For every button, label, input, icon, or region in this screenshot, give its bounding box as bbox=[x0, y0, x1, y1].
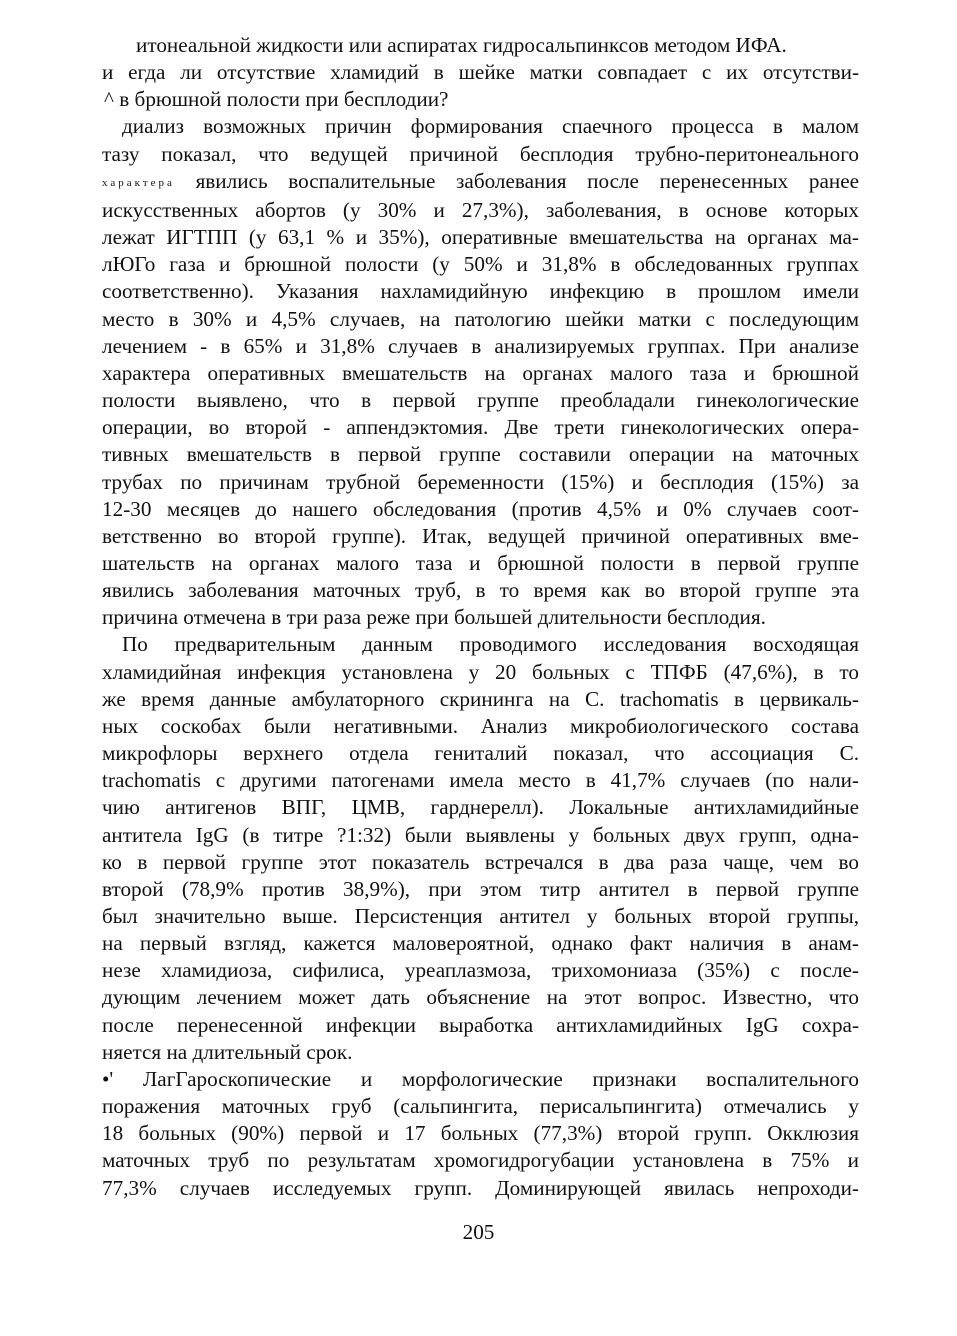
text-line: ^ в брюшной полости при бесплодии? bbox=[104, 87, 449, 112]
text-line: 77,3% случаев исследуемых групп. Доминирующей явилась непроходи- bbox=[102, 1175, 859, 1200]
text-line-compound bbox=[102, 168, 859, 197]
text-line: второй (78,9% против 38,9%), при этом титр антител в первой группе bbox=[102, 876, 859, 901]
paragraph-2 bbox=[102, 113, 859, 631]
text-line: trachomatis с другими патогенами имела место в 41,7% случаев (по нали- bbox=[102, 768, 859, 793]
document-page bbox=[102, 32, 859, 1202]
small-text: характера bbox=[102, 176, 175, 189]
text-line: лечением - в 65% и 31,8% случаев в анализируемых группах. При анализе bbox=[102, 333, 859, 358]
text-fragment: явились воспалительные заболевания после перенесенных ранее bbox=[195, 168, 860, 193]
paragraph-3 bbox=[102, 631, 859, 1066]
text-line: и егда ли отсутствие хламидий в шейке матки совпадает с их отсутстви- bbox=[102, 60, 859, 85]
text-line: лежат ИГТПП (у 63,1 % и 35%), оперативные вмешательства на органах ма- bbox=[102, 225, 859, 250]
text-line: ветственно во второй группе). Итак, ведущей причиной оперативных вме- bbox=[102, 523, 859, 548]
text-line: соответственно). Указания нахламидийную инфекцию в прошлом имели bbox=[102, 279, 859, 304]
text-line: операции, во второй - аппендэктомия. Две трети гинекологических опера- bbox=[102, 415, 859, 440]
text-line: причина отмечена в три раза реже при большей длительности бесплодия. bbox=[102, 605, 766, 630]
text-line: 12-30 месяцев до нашего обследования (против 4,5% и 0% случаев соот- bbox=[102, 496, 859, 521]
text-line: хламидийная инфекция установлена у 20 больных с ТПФБ (47,6%), в то bbox=[102, 659, 859, 684]
text-line: полости выявлено, что в первой группе преобладали гинекологические bbox=[102, 388, 859, 413]
page-number: 205 bbox=[462, 1220, 495, 1244]
text-line: искусственных абортов (у 30% и 27,3%), заболевания, в основе которых bbox=[102, 197, 859, 222]
text-line: поражения маточных груб (сальпингита, перисальпингита) отмечались у bbox=[102, 1094, 859, 1119]
text-line: дующим лечением может дать объяснение на этот вопрос. Известно, что bbox=[102, 985, 859, 1010]
paragraph-4 bbox=[102, 1066, 859, 1202]
text-line: По предварительным данным проводимого исследования восходящая bbox=[122, 632, 859, 657]
text-line: явились заболевания маточных труб, в то время как во второй группе эта bbox=[102, 578, 859, 603]
text-line: диализ возможных причин формирования спаечного процесса в малом bbox=[122, 114, 859, 139]
text-line: место в 30% и 4,5% случаев, на патологию шейки матки с последующим bbox=[102, 306, 859, 331]
text-line: 18 больных (90%) первой и 17 больных (77,3%) второй групп. Окклюзия bbox=[102, 1121, 859, 1146]
text-line: ных соскобах были негативными. Анализ микробиологического состава bbox=[102, 713, 859, 738]
text-line: микрофлоры верхнего отдела гениталий показал, что ассоциация С. bbox=[102, 741, 859, 766]
text-line: маточных труб по результатам хромогидрогубации установлена в 75% и bbox=[102, 1148, 859, 1173]
text-line: шательств на органах малого таза и брюшной полости в первой группе bbox=[102, 550, 859, 575]
text-line: лЮГо газа и брюшной полости (у 50% и 31,8% в обследованных группах bbox=[102, 252, 859, 277]
text-line: няется на длительный срок. bbox=[102, 1039, 353, 1064]
text-line: незе хламидиоза, сифилиса, уреаплазмоза, трихомониаза (35%) с после- bbox=[102, 958, 859, 983]
text-line: ко в первой группе этот показатель встречался в два раза чаще, чем во bbox=[102, 849, 859, 874]
text-line: антитела IgG (в титре ?1:32) были выявлены у больных двух групп, одна- bbox=[102, 822, 859, 847]
text-line: характера оперативных вмешательств на органах малого таза и брюшной bbox=[102, 360, 859, 385]
text-line: чию антигенов ВПГ, ЦМВ, гарднерелл). Локальные антихламидийные bbox=[102, 795, 859, 820]
text-line: итонеальной жидкости или аспиратах гидросальпинксов методом ИФА. bbox=[136, 33, 787, 57]
text-line: тивных вмешательств в первой группе составили операции на маточных bbox=[102, 442, 859, 467]
text-line: •' ЛагГароскопические и морфологические признаки воспалительного bbox=[102, 1066, 859, 1091]
text-line: после перенесенной инфекции выработка антихламидийных IgG сохра- bbox=[102, 1012, 859, 1037]
text-line: был значительно выше. Персистенция антител у больных второй группы, bbox=[102, 904, 859, 928]
text-line: трубах по причинам трубной беременности (15%) и бесплодия (15%) за bbox=[102, 469, 859, 494]
text-line: тазу показал, что ведущей причиной бесплодия трубно-перитонеального bbox=[102, 141, 859, 166]
text-line: на первый взгляд, кажется маловероятной, однако факт наличия в анам- bbox=[102, 931, 859, 956]
paragraph-1 bbox=[102, 32, 859, 113]
text-line: же время данные амбулаторного скрининга на С. trachomatis в цервикаль- bbox=[102, 686, 859, 711]
